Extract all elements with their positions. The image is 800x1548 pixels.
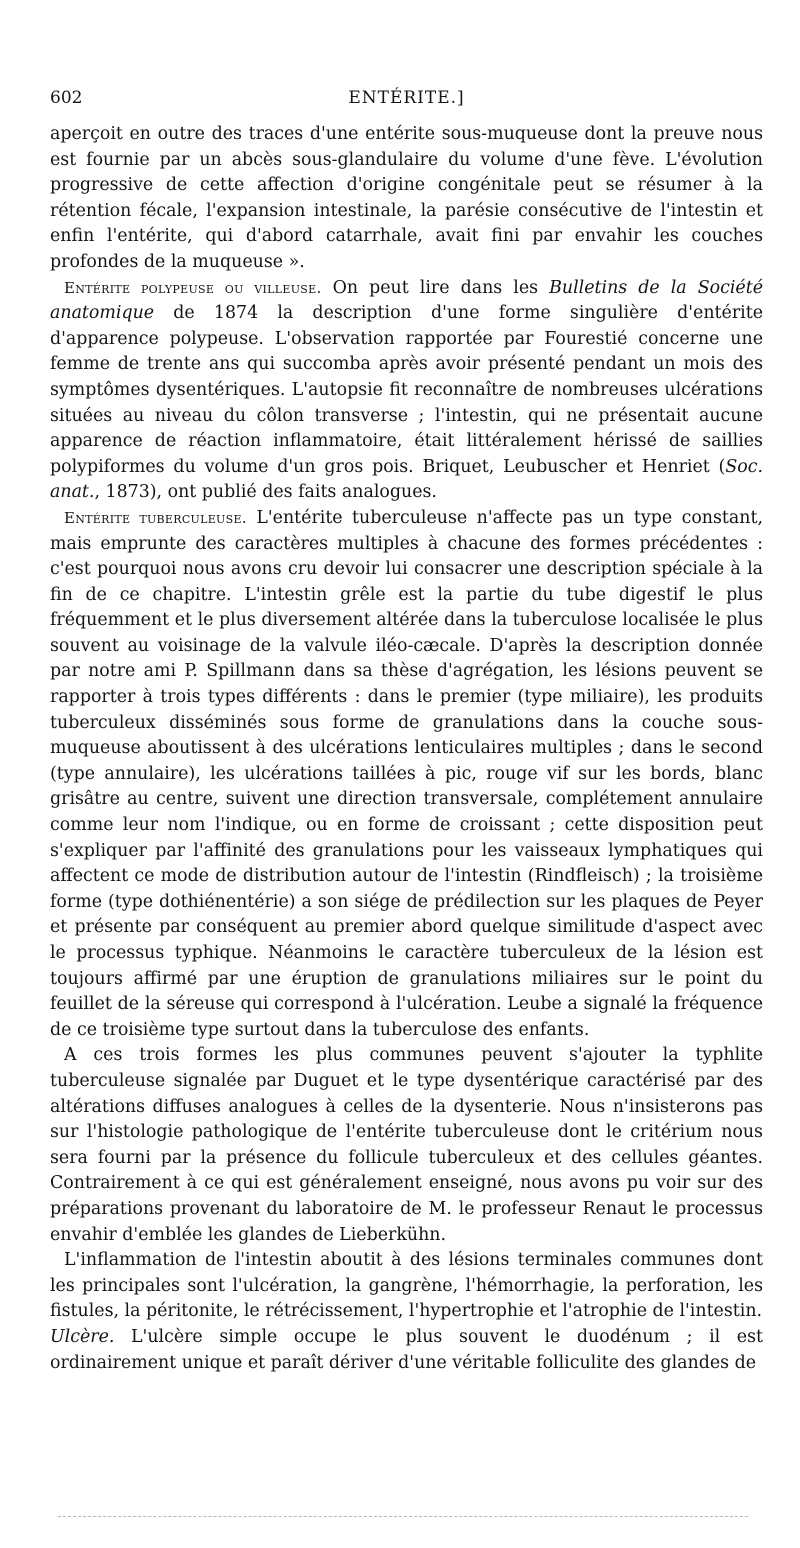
running-title: ENTÉRITE.] bbox=[348, 88, 465, 108]
paragraph-enterite-tuberculeuse bbox=[50, 506, 763, 1043]
paragraph-text: de 1874 la description d'une forme singulière d'entérite d'apparence polypeuse. L'observation rapportée par Fourestié concerne une femme de trente ans qui succomba après avoir présenté pendant un mois des symptômes dysentériques. L'autopsie fit reconnaître de nombreuses ulcérations situées au niveau du côlon transverse ; l'intestin, qui ne présentait aucune apparence de réaction inflammatoire, était littéralement hérissé de saillies polypiformes du volume d'un gros pois. Briquet, Leubuscher et Henriet ( bbox=[50, 303, 763, 477]
paragraph-text: On peut lire dans les bbox=[332, 277, 550, 298]
paragraph-continuation bbox=[50, 122, 763, 276]
document-page bbox=[50, 88, 763, 1376]
running-head bbox=[50, 88, 763, 122]
paragraph-trois-formes bbox=[50, 1043, 763, 1248]
paragraph-text: A ces trois formes les plus communes peuvent s'ajouter la typhlite tuberculeuse signalée par Duguet et le type dysentérique caractérisé par des altérations diffuses analogues à celles de la dysenterie. Nous n'insisterons pas sur l'histologie pathologique de l'entérite tuberculeuse dont le critérium nous sera fourni par la présence du follicule tuberculeux et des cellules géantes. Contrairement à ce qui est généralement enseigné, nous avons pu voir sur des préparations provenant du laboratoire de M. le professeur Renaut le processus envahir d'emblée les glandes de Lieberkühn. bbox=[50, 1045, 763, 1245]
body-text bbox=[50, 122, 763, 1376]
footer-rule bbox=[58, 1516, 748, 1517]
page-number: 602 bbox=[50, 88, 83, 108]
paragraph-text: , 1873), ont publié des faits analogues. bbox=[94, 482, 437, 503]
citation-title: Soc. anat. bbox=[50, 456, 763, 503]
paragraph-enterite-polypeuse bbox=[50, 276, 763, 506]
journal-title: Bulletins de la Société anatomique bbox=[50, 277, 763, 324]
paragraph-text: L'entérite tuberculeuse n'affecte pas un type constant, mais emprunte des caractères multiples à chacune des formes précédentes : c'est pourquoi nous avons cru devoir lui consacrer une description spéciale à la fin de ce chapitre. L'intestin grêle est la partie du tube digestif le plus fréquemment et le plus diversement altérée dans la tuberculose localisée le plus souvent au voisinage de la valvule iléo-cæcale. D'après la description donnée par notre ami P. Spillmann dans sa thèse d'agrégation, les lésions peuvent se rapporter à trois types différents : dans le premier (type miliaire), les produits tuberculeux disséminés sous forme de granulations dans la couche sous-muqueuse aboutissent à des ulcérations lenticulaires multiples ; dans le second (type annulaire), les ulcérations taillées à pic, rouge vif sur les bords, blanc grisâtre au centre, suivent une direction transversale, complétement annulaire comme leur nom l'indique, ou en forme de croissant ; cette disposition peut s'expliquer par l'affinité des granulations pour les vaisseaux lymphatiques qui affectent ce mode de distribution autour de l'intestin (Rindfleisch) ; la troisième forme (type dothiénentérie) a son siége de prédilection sur les plaques de Peyer et présente par conséquent au premier abord quelque similitude d'aspect avec le processus typhique. Néanmoins le caractère tuberculeux de la lésion est toujours affirmé par une éruption de granulations miliaires sur le point du feuillet de la séreuse qui correspond à l'ulcération. Leube a signalé la fréquence de ce troisième type surtout dans la tuberculose des enfants. bbox=[50, 507, 763, 1040]
paragraph-ulcere bbox=[50, 1325, 763, 1376]
section-heading-tuberculeuse: Entérite tuberculeuse. bbox=[64, 508, 247, 527]
paragraph-text: L'inflammation de l'intestin aboutit à des lésions terminales communes dont les principales sont l'ulcération, la gangrène, l'hémorrhagie, la perforation, les fistules, la péritonite, le rétrécissement, l'hypertrophie et l'atrophie de l'intestin. bbox=[50, 1250, 763, 1322]
paragraph-inflammation bbox=[50, 1248, 763, 1325]
section-heading-ulcere: Ulcère. bbox=[50, 1326, 115, 1347]
paragraph-text: L'ulcère simple occupe le plus souvent le duodénum ; il est ordinairement unique et paraît dériver d'une véritable folliculite des glandes de bbox=[50, 1326, 764, 1373]
section-heading-polypeuse: Entérite polypeuse ou villeuse. bbox=[64, 278, 322, 297]
paragraph-text: aperçoit en outre des traces d'une entérite sous-muqueuse dont la preuve nous est fournie par un abcès sous-glandulaire du volume d'une fève. L'évolution progressive de cette affection d'origine congénitale peut se résumer à la rétention fécale, l'expansion intestinale, la parésie consécutive de l'intestin et enfin l'entérite, qui d'abord catarrhale, avait fini par envahir les couches profondes de la muqueuse ». bbox=[50, 124, 763, 272]
